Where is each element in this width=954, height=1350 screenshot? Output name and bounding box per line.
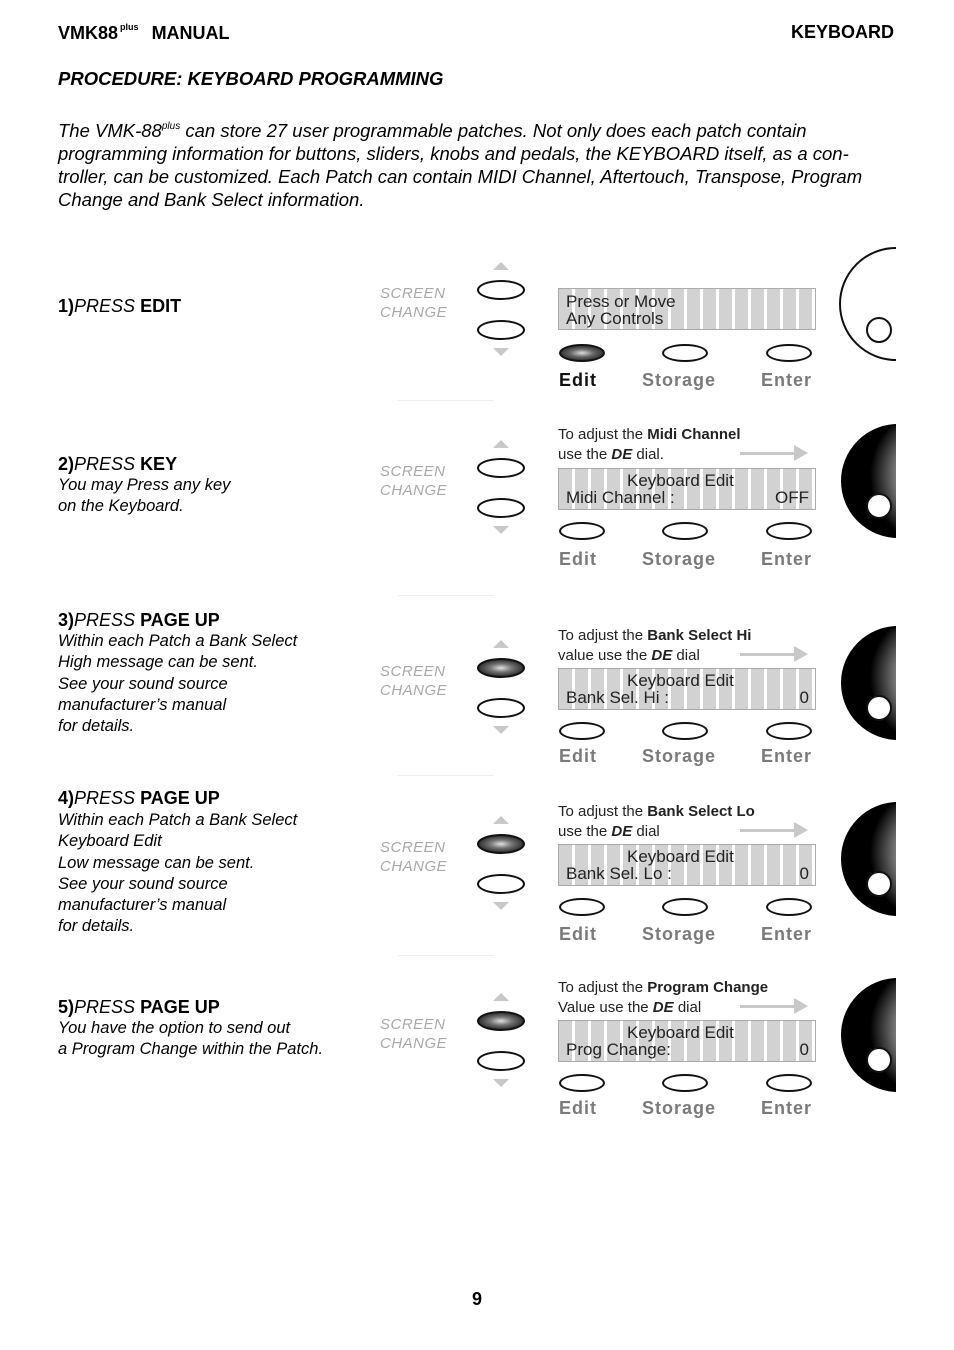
instruction-line2 xyxy=(558,998,768,1018)
arrow-line xyxy=(740,653,796,656)
enter-button-label: Enter xyxy=(761,549,813,569)
screen-change-line2: CHANGE xyxy=(380,304,448,321)
enter-button[interactable] xyxy=(766,1074,812,1092)
step-description xyxy=(58,1018,368,1061)
step-description-line: manufacturer’s manual xyxy=(58,695,227,714)
de-dial-label: DE xyxy=(652,998,674,1016)
right-arrow-icon xyxy=(794,998,808,1014)
instruction-text xyxy=(558,626,751,665)
lcd-value: 0 xyxy=(799,1040,809,1059)
instruction-parameter: Bank Select Lo xyxy=(647,803,755,820)
header-model-sup: plus xyxy=(120,22,139,32)
instruction-use: use the xyxy=(558,445,608,463)
step-action: KEY xyxy=(140,454,178,474)
screen-change-line2: CHANGE xyxy=(380,1035,448,1052)
section-divider xyxy=(398,595,494,596)
instruction-line1 xyxy=(558,802,755,822)
enter-button-label: Enter xyxy=(761,746,813,766)
enter-button-label: Enter xyxy=(761,370,813,390)
step-number: 1) xyxy=(58,296,75,316)
screen-change-line2: CHANGE xyxy=(380,682,448,699)
instruction-parameter: Program Change xyxy=(647,979,769,996)
lcd-value: 0 xyxy=(799,864,809,883)
step-description-line: a Program Change within the Patch. xyxy=(58,1040,324,1059)
step-press: PRESS xyxy=(74,454,136,474)
lcd-display xyxy=(558,468,816,510)
intro-line2: programming information for buttons, sliders, knobs and pedals, the KEYBOARD itself, as a con- xyxy=(58,143,849,164)
instruction-dial: dial xyxy=(677,998,702,1016)
edit-button[interactable] xyxy=(559,522,605,540)
screen-change-line2: CHANGE xyxy=(380,858,448,875)
step-press: PRESS xyxy=(74,788,136,808)
instruction-line2 xyxy=(558,445,741,465)
instruction-use: use the xyxy=(558,822,608,840)
right-arrow-icon xyxy=(794,822,808,838)
page-up-button[interactable] xyxy=(477,458,525,478)
instruction-line1 xyxy=(558,978,768,998)
instruction-use: value use the xyxy=(558,646,648,664)
edit-button[interactable] xyxy=(559,344,605,362)
instruction-line2 xyxy=(558,646,751,666)
page-up-button[interactable] xyxy=(477,280,525,300)
storage-button[interactable] xyxy=(662,522,708,540)
de-dial-icon[interactable] xyxy=(826,246,896,362)
screen-change-line1: SCREEN xyxy=(380,839,446,856)
step-description-line: See your sound source xyxy=(58,674,228,693)
lcd-line1: Keyboard Edit xyxy=(627,671,734,690)
page-down-button[interactable] xyxy=(477,498,525,518)
page-up-arrow-icon xyxy=(493,993,509,1001)
lcd-line2: Any Controls xyxy=(566,309,664,328)
step-title xyxy=(58,997,220,1018)
step-number: 4) xyxy=(58,788,75,808)
storage-button[interactable] xyxy=(662,344,708,362)
step-description-line: See your sound source xyxy=(58,874,228,893)
step-number: 2) xyxy=(58,454,75,474)
step-description-line: Keyboard Edit xyxy=(58,832,162,851)
lcd-line1: Keyboard Edit xyxy=(627,847,734,866)
instruction-parameter: Midi Channel xyxy=(647,426,741,443)
step-title xyxy=(58,610,220,631)
edit-button-label: Edit xyxy=(559,746,597,766)
screen-change-label xyxy=(380,462,447,500)
edit-button[interactable] xyxy=(559,898,605,916)
instruction-dial: dial xyxy=(636,822,660,840)
page-up-button[interactable] xyxy=(477,1011,525,1031)
de-dial-label: DE xyxy=(611,822,633,840)
instruction-prefix: To adjust the xyxy=(558,627,644,644)
step-title xyxy=(58,788,220,809)
right-arrow-icon xyxy=(794,445,808,461)
page-down-button[interactable] xyxy=(477,320,525,340)
page-down-arrow-icon xyxy=(493,902,509,910)
step-description-line: Low message can be sent. xyxy=(58,853,255,872)
instruction-prefix: To adjust the xyxy=(558,979,644,996)
edit-button-label: Edit xyxy=(559,1098,597,1118)
edit-button[interactable] xyxy=(559,722,605,740)
step-press: PRESS xyxy=(74,997,136,1017)
screen-change-label xyxy=(380,284,447,322)
de-dial-icon[interactable] xyxy=(826,978,896,1092)
step-description-line: High message can be sent. xyxy=(58,653,258,672)
page-up-arrow-icon xyxy=(493,440,509,448)
de-dial-label: DE xyxy=(611,445,633,463)
lcd-value: 0 xyxy=(799,688,809,707)
enter-button[interactable] xyxy=(766,344,812,362)
instruction-text xyxy=(558,978,768,1017)
right-arrow-icon xyxy=(794,646,808,662)
step-action: PAGE UP xyxy=(140,610,220,630)
lcd-line2: Bank Sel. Lo : xyxy=(566,864,672,883)
instruction-dial: dial xyxy=(676,646,700,664)
intro-pre: The VMK-88 xyxy=(58,120,162,141)
intro-line3: troller, can be customized. Each Patch can contain MIDI Channel, Aftertouch, Transpose, Program xyxy=(58,166,863,187)
de-dial-label: DE xyxy=(651,646,673,664)
instruction-text xyxy=(558,425,741,464)
storage-button[interactable] xyxy=(662,898,708,916)
screen-change-line2: CHANGE xyxy=(380,482,448,499)
intro-line1: can store 27 user programmable patches. Not only does each patch contain xyxy=(180,120,807,141)
storage-button-label: Storage xyxy=(642,549,717,569)
screen-change-line1: SCREEN xyxy=(380,463,446,480)
lcd-line1: Press or Move xyxy=(566,292,676,311)
lcd-display xyxy=(558,1020,816,1062)
intro-paragraph xyxy=(58,115,908,211)
step-description-line: You have the option to send out xyxy=(58,1019,291,1037)
page-down-arrow-icon xyxy=(493,348,509,356)
lcd-display xyxy=(558,668,816,710)
storage-button-label: Storage xyxy=(642,370,717,390)
procedure-title: PROCEDURE: KEYBOARD PROGRAMMING xyxy=(58,68,444,89)
screen-change-line1: SCREEN xyxy=(380,285,446,302)
section-divider xyxy=(398,955,494,956)
enter-button[interactable] xyxy=(766,522,812,540)
step-description-line: for details. xyxy=(58,917,135,936)
arrow-line xyxy=(740,1005,796,1008)
step-press: PRESS xyxy=(74,610,136,630)
step-description-line: You may Press any key xyxy=(58,476,231,494)
de-dial-icon[interactable] xyxy=(826,424,896,538)
page-down-button[interactable] xyxy=(477,874,525,894)
storage-button-label: Storage xyxy=(642,1098,717,1118)
page-down-arrow-icon xyxy=(493,726,509,734)
instruction-parameter: Bank Select Hi xyxy=(647,627,752,644)
screen-change-label xyxy=(380,1015,447,1053)
header-section: KEYBOARD xyxy=(790,22,894,42)
enter-button-label: Enter xyxy=(761,924,813,944)
step-action: PAGE UP xyxy=(140,788,220,808)
storage-button-label: Storage xyxy=(642,924,717,944)
step-description-line: on the Keyboard. xyxy=(58,497,184,516)
instruction-text xyxy=(558,802,755,841)
enter-button[interactable] xyxy=(766,898,812,916)
lcd-line2: Bank Sel. Hi : xyxy=(566,688,669,707)
step-description-line: Within each Patch a Bank Select xyxy=(58,811,298,829)
page-number: 9 xyxy=(471,1289,482,1309)
enter-button[interactable] xyxy=(766,722,812,740)
header-manual: MANUAL xyxy=(151,23,230,43)
instruction-prefix: To adjust the xyxy=(558,803,644,820)
section-divider xyxy=(398,400,494,401)
page-up-arrow-icon xyxy=(493,640,509,648)
step-description xyxy=(58,631,368,737)
arrow-line xyxy=(740,452,796,455)
header-model-name: VMK88 xyxy=(58,23,119,43)
instruction-line1 xyxy=(558,626,751,646)
storage-button[interactable] xyxy=(662,1074,708,1092)
edit-button-label: Edit xyxy=(559,924,597,944)
edit-button-label: Edit xyxy=(559,370,597,390)
step-description-line: for details. xyxy=(58,717,135,736)
step-description-line: manufacturer’s manual xyxy=(58,896,227,915)
header-model xyxy=(58,22,230,44)
intro-sup: plus xyxy=(161,121,181,132)
page-down-button[interactable] xyxy=(477,1051,525,1071)
de-dial-icon[interactable] xyxy=(826,626,896,740)
page-up-arrow-icon xyxy=(493,816,509,824)
step-description xyxy=(58,475,368,518)
screen-change-line1: SCREEN xyxy=(380,1016,446,1033)
page-down-arrow-icon xyxy=(493,526,509,534)
instruction-prefix: To adjust the xyxy=(558,426,644,443)
step-title xyxy=(58,296,181,317)
lcd-display xyxy=(558,288,816,330)
step-title xyxy=(58,454,177,475)
step-action: PAGE UP xyxy=(140,997,220,1017)
lcd-display xyxy=(558,844,816,886)
screen-change-label xyxy=(380,838,447,876)
instruction-line2 xyxy=(558,822,755,842)
step-number: 3) xyxy=(58,610,75,630)
step-description xyxy=(58,810,368,938)
enter-button-label: Enter xyxy=(761,1098,813,1118)
step-press: PRESS xyxy=(74,296,136,316)
step-action: EDIT xyxy=(140,296,182,316)
instruction-line1 xyxy=(558,425,741,445)
lcd-value: OFF xyxy=(775,488,809,507)
page-up-button[interactable] xyxy=(477,834,525,854)
storage-button-label: Storage xyxy=(642,746,717,766)
screen-change-label xyxy=(380,662,447,700)
page-up-button[interactable] xyxy=(477,658,525,678)
edit-button-label: Edit xyxy=(559,549,597,569)
instruction-dial: dial. xyxy=(636,445,664,463)
lcd-line1: Keyboard Edit xyxy=(627,1023,734,1042)
edit-button[interactable] xyxy=(559,1074,605,1092)
screen-change-line1: SCREEN xyxy=(380,663,446,680)
section-divider xyxy=(398,775,494,776)
storage-button[interactable] xyxy=(662,722,708,740)
arrow-line xyxy=(740,829,796,832)
de-dial-icon[interactable] xyxy=(826,802,896,916)
step-description-line: Within each Patch a Bank Select xyxy=(58,632,298,650)
intro-line4: Change and Bank Select information. xyxy=(58,189,365,210)
lcd-line1: Keyboard Edit xyxy=(627,471,734,490)
instruction-use: Value use the xyxy=(558,998,649,1016)
page-up-arrow-icon xyxy=(493,262,509,270)
lcd-line2: Midi Channel : xyxy=(566,488,675,507)
page-down-button[interactable] xyxy=(477,698,525,718)
lcd-line2: Prog Change: xyxy=(566,1040,671,1059)
page-down-arrow-icon xyxy=(493,1079,509,1087)
step-number: 5) xyxy=(58,997,75,1017)
